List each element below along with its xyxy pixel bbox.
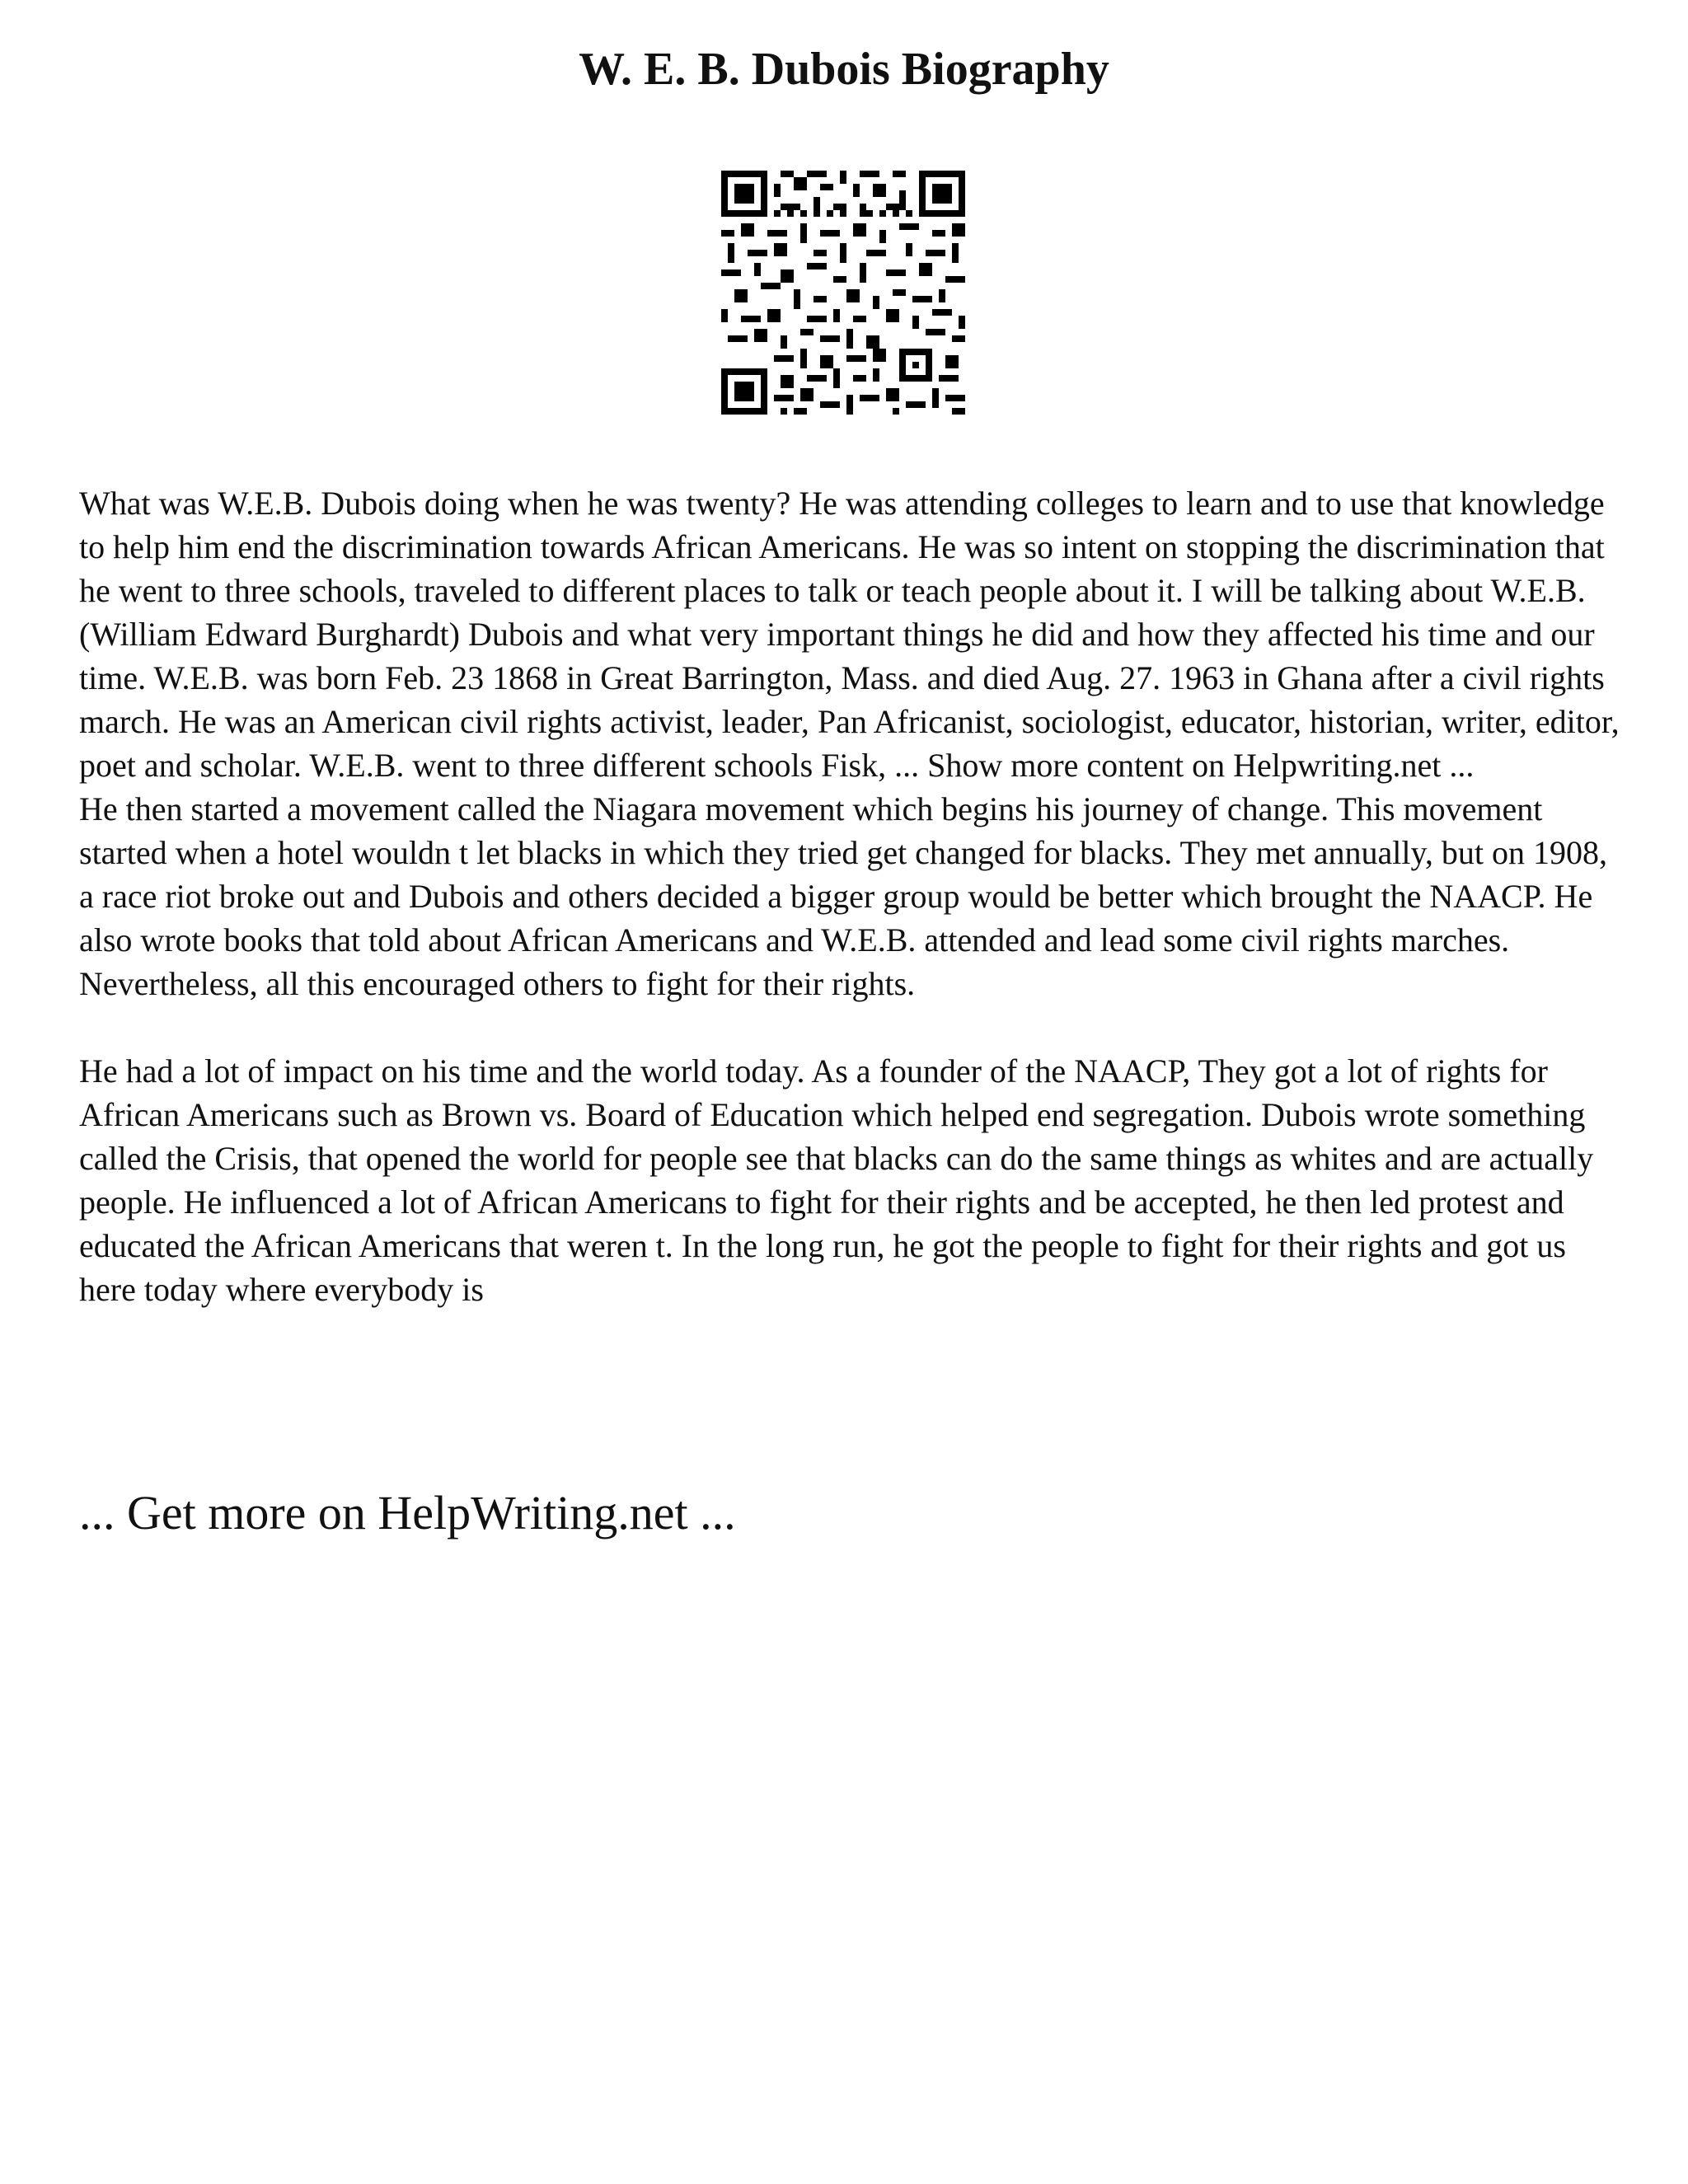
paragraph-spacer	[79, 1005, 1620, 1049]
paragraph-intro: What was W.E.B. Dubois doing when he was twenty? He was attending colleges to learn and to use that knowledge to help him end the discrimination towards African Americans. He was so intent on stopping the discrimination that he went to three schools, traveled to different places to talk or teach people about it. I will be talking about W.E.B. (William Edward Burghardt) Dubois and what very important things he did and how they affected his time and our time. W.E.B. was born Feb. 23 1868 in Great Barrington, Mass. and died Aug. 27. 1963 in Ghana after a civil rights march. He was an American civil rights activist, leader, Pan Africanist, sociologist, educator, historian, writer, editor, poet and scholar. W.E.B. went to three different schools Fisk, ... Show more content on Helpwriting.net ...	[79, 485, 1620, 784]
paragraph-impact: He had a lot of impact on his time and the world today. As a founder of the NAACP, They got a lot of rights for African Americans such as Brown vs. Board of Education which helped end segregation. Dubois wrote something called the Crisis, that opened the world for people see that blacks can do the same things as whites and are actually people. He influenced a lot of African Americans to fight for their rights and be accepted, he then led protest and educated the African Americans that weren t. In the long run, he got the people to fight for their rights and got us here today where everybody is	[79, 1052, 1594, 1308]
get-more-link[interactable]: ... Get more on HelpWriting.net ...	[79, 1486, 736, 1540]
qr-code-graphic	[721, 171, 965, 415]
paragraph-niagara-movement: He then started a movement called the Niagara movement which begins his journey of change. This movement started when a hotel wouldn t let blacks in which they tried get changed for blacks. They met annually, but on 1908, a race riot broke out and Dubois and others decided a bigger group would be better which brought the NAACP. He also wrote books that told about African Americans and W.E.B. attended and lead some civil rights marches. Nevertheless, all this encouraged others to fight for their rights.	[79, 790, 1607, 1002]
qr-code-icon[interactable]	[721, 171, 965, 415]
page-title: W. E. B. Dubois Biography	[579, 44, 1109, 95]
article-body	[79, 481, 1620, 1311]
